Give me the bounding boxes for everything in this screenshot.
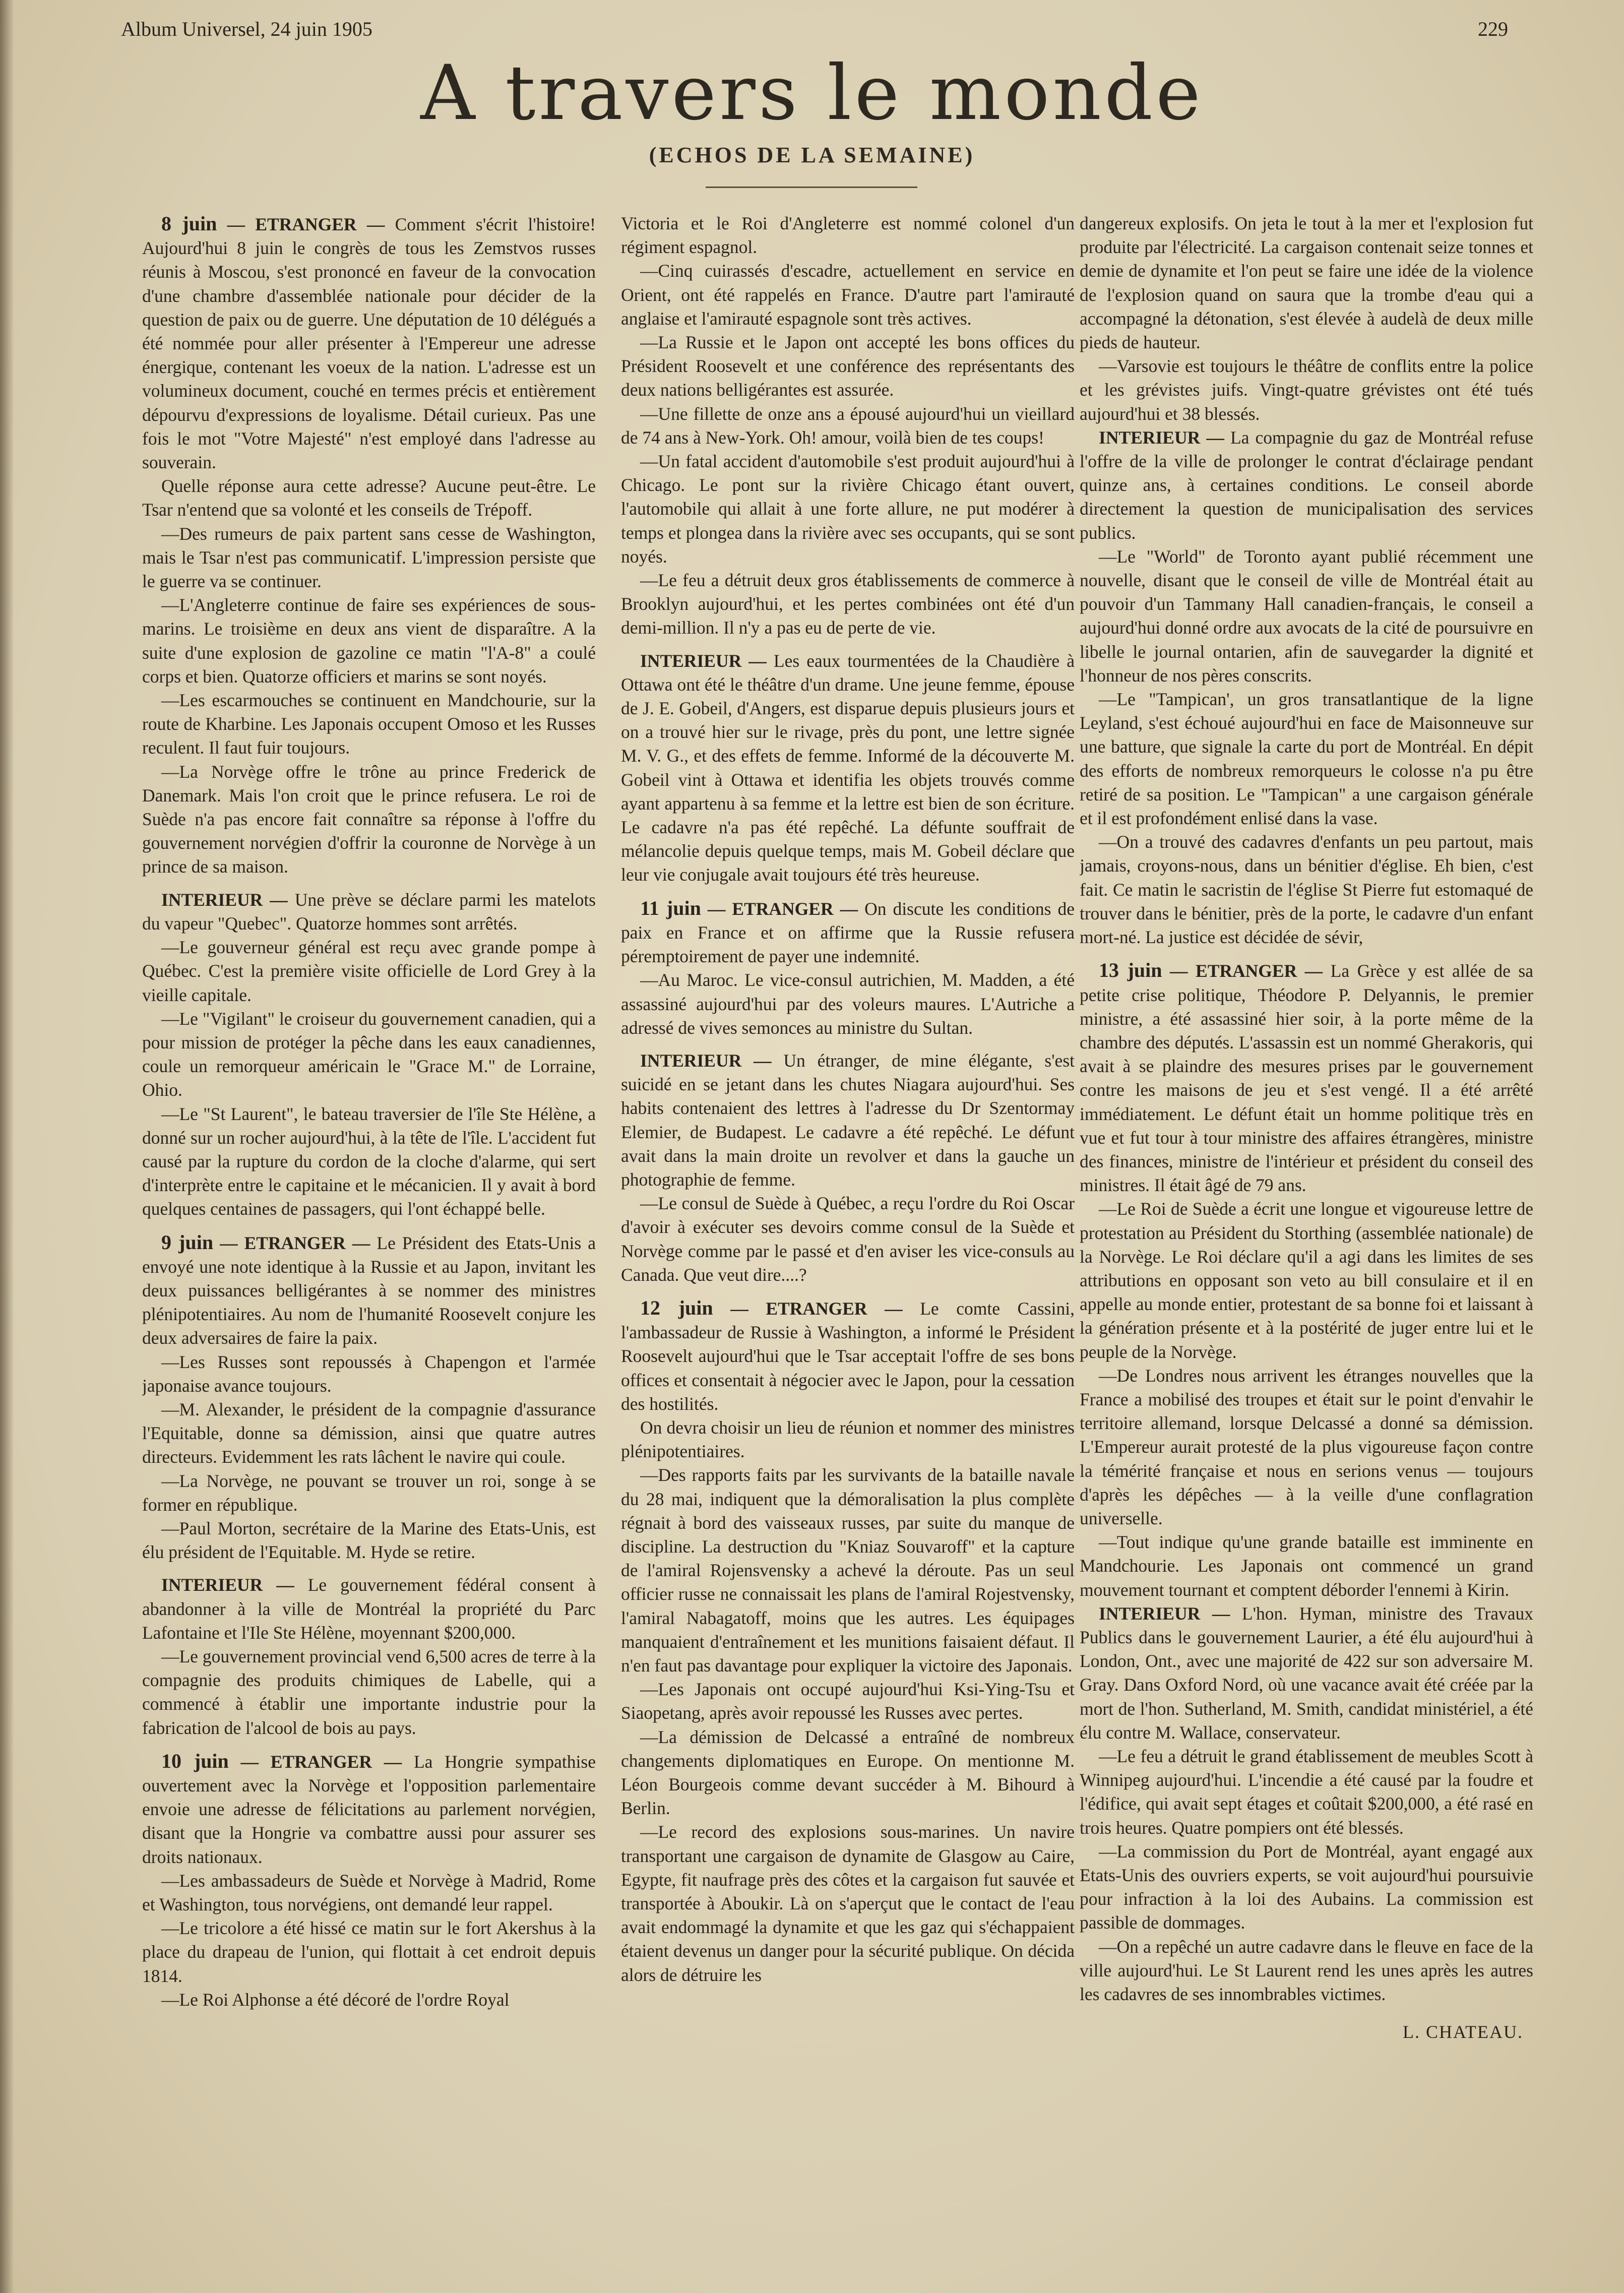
article-paragraph (142, 1749, 596, 1869)
section-label: — ETRANGER — (701, 898, 858, 919)
paragraph-text: —Au Maroc. Le vice-consul autrichien, M. Madden, a été assassiné aujourd'hui par des voleurs maures. L'Autriche a adressé de vives semonces au ministre du Sultan. (621, 970, 1075, 1038)
article-paragraph (142, 1869, 596, 1916)
article-paragraph (621, 212, 1075, 259)
article-paragraph (142, 593, 596, 689)
paragraph-text: —Cinq cuirassés d'escadre, actuellement en service en Orient, ont été rappelés en France. D'autre part l'amirauté anglaise et l'amirauté espagnole sont très actives. (621, 261, 1075, 329)
paragraph-text: La compagnie du gaz de Montréal refuse l'offre de la ville de prolonger le contrat d'éclairage pendant quinze ans, à certaines conditions. Le conseil aborde directement la question de municipalisation des services publics. (1080, 427, 1533, 543)
paragraph-text: Victoria et le Roi d'Angleterre est nommé colonel d'un régiment espagnol. (621, 213, 1075, 258)
article-paragraph (621, 1463, 1075, 1678)
article-paragraph (621, 259, 1075, 331)
paragraph-text: —La Russie et le Japon ont accepté les bons offices du Président Roosevelt et une conférence des représentants des deux nations belligérantes est assurée. (621, 332, 1075, 400)
paragraph-text: —Les ambassadeurs de Suède et Norvège à Madrid, Rome et Washington, tous norvégiens, ont demandé leur rappel. (142, 1870, 596, 1915)
article-paragraph (621, 1678, 1075, 1725)
paragraph-text: —La Norvège offre le trône au prince Frederick de Danemark. Mais l'on croit que le prince refusera. Le roi de Suède n'a pas encore fait connaître sa réponse à l'offre du gouvernement norvégien d'offrir la couronne de Norvège à un prince de sa maison. (142, 761, 596, 877)
date-heading: 10 juin (161, 1749, 229, 1772)
paragraph-text: —La démission de Delcassé a entraîné de nombreux changements diplomatiques en Europe. On mentionne M. Léon Bourgeois comme devant succéder à M. Bihourd à Berlin. (621, 1726, 1075, 1819)
column-3 (1080, 212, 1533, 2243)
article-paragraph (142, 1007, 596, 1102)
paragraph-text: —Le consul de Suède à Québec, a reçu l'ordre du Roi Oscar d'avoir à exécuter ses devoirs comme consul de la Suède et Norvège comme par le passé et d'en aviser les vice-consuls au Canada. Que veut dire....? (621, 1193, 1075, 1285)
article-paragraph (621, 1049, 1075, 1192)
article-paragraph (1080, 830, 1533, 949)
paragraph-text: —L'Angleterre continue de faire ses expériences de sous-marins. Le troisième en deux ans vient de disparaître. A la suite d'une explosion de gazoline ce matin "l'A-8" a coulé corps et bien. Quatorze officiers et marins se sont noyés. (142, 595, 596, 687)
section-label: INTERIEUR — (161, 1575, 294, 1595)
page-spine-shadow (0, 0, 14, 2293)
section-label: — ETRANGER — (228, 1751, 402, 1772)
article-paragraph (142, 522, 596, 594)
article-paragraph (621, 1296, 1075, 1416)
article-paragraph (621, 649, 1075, 887)
article-paragraph (621, 569, 1075, 640)
paragraph-text: —Varsovie est toujours le théâtre de conflits entre la police et les grévistes juifs. Vingt-quatre grévistes ont été tués aujourd'hui et 38 blessés. (1080, 356, 1533, 424)
article-paragraph (1080, 212, 1533, 354)
article-paragraph (142, 474, 596, 522)
paragraph-text: —Une fillette de onze ans a épousé aujourd'hui un vieillard de 74 ans à New-York. Oh! amour, voilà bien de tes coups! (621, 403, 1075, 448)
article-paragraph (621, 1725, 1075, 1821)
article-paragraph (1080, 1530, 1533, 1602)
column-2 (621, 212, 1075, 2243)
section-label: INTERIEUR — (1099, 427, 1224, 448)
article-paragraph (621, 331, 1075, 402)
paragraph-text: —Le gouverneur général est reçu avec grande pompe à Québec. C'est la première visite officielle de Lord Grey à la vieille capitale. (142, 937, 596, 1005)
article-paragraph (142, 212, 596, 474)
paragraph-text: La Grèce y est allée de sa petite crise politique, Théodore P. Delyannis, le premier ministre, a été assassiné hier soir, à la porte même de la chambre des députés. L'assassin est un nommé Gherakoris, qui avait à se plaindre des mesures prises par le gouvernement contre les maisons de jeu et s'est vengé. Il a été arrêté immédiatement. Le défunt était un homme politique très en vue et fut tour à tour ministre des affaires étrangères, ministre des finances, ministre de l'intérieur et président du conseil des ministres. Il était âgé de 79 ans. (1080, 961, 1533, 1196)
date-heading: 8 juin (161, 212, 217, 235)
paragraph-text: —Le "St Laurent", le bateau traversier de l'île Ste Hélène, a donné sur un rocher aujourd'hui, à la tête de l'île. L'accident fut causé par la rupture du cordon de la cloche d'alarme, qui sert d'interprète entre le capitaine et le mécanicien. Il y avait à bord quelques centaines de passagers, qui l'ont échappé belle. (142, 1103, 596, 1219)
paragraph-text: Une prève se déclare parmi les matelots du vapeur "Quebec". Quatorze hommes sont arrêtés. (142, 889, 596, 934)
article-paragraph (142, 1469, 596, 1517)
article-paragraph (621, 402, 1075, 450)
paragraph-text: Le gouvernement fédéral consent à abandonner à la ville de Montréal la propriété du Parc Lafontaine et l'Ile Ste Hélène, moyennant $200,000. (142, 1575, 596, 1643)
paragraph-text: —M. Alexander, le président de la compagnie d'assurance l'Equitable, donne sa démission, ainsi que quatre autres directeurs. Evidemment les rats lâchent le navire qui coule. (142, 1399, 596, 1467)
section-label: INTERIEUR — (1099, 1603, 1230, 1624)
paragraph-text: Les eaux tourmentées de la Chaudière à Ottawa ont été le théâtre d'un drame. Une jeune femme, épouse de J. E. Gobeil, d'Angers, est disparue depuis plusieurs jours et on a trouvé hier sur le rivage, près du pont, une lettre signée M. V. G., et des effets de femme. Informé de la découverte M. Gobeil vint à Ottawa et identifia les objets trouvés comme ayant appartenu à sa femme et la lettre est bien de son écriture. Le cadavre n'a pas été repêché. La défunte souffrait de mélancolie depuis quelque temps, mais M. Gobeil déclare que leur vie conjugale avait toujours été très heureuse. (621, 650, 1075, 885)
title-rule (706, 187, 917, 188)
paragraph-text: —Paul Morton, secrétaire de la Marine des Etats-Unis, est élu président de l'Equitable. M. Hyde se retire. (142, 1518, 596, 1563)
paragraph-text: —Les escarmouches se continuent en Mandchourie, sur la route de Kharbine. Les Japonais occupent Omoso et les Russes reculent. Il faut fuir toujours. (142, 690, 596, 758)
article-paragraph (142, 760, 596, 879)
paragraph-text: Le Président des Etats-Unis a envoyé une note identique à la Russie et au Japon, invitant les deux puissances belligérantes à se nommer des ministres plénipotentiaires. Au nom de l'humanité Roosevelt conjure les deux adversaires de faire la paix. (142, 1232, 596, 1348)
section-label: — ETRANGER — (1162, 961, 1323, 981)
article-paragraph (142, 1398, 596, 1469)
paragraph-text: Quelle réponse aura cette adresse? Aucune peut-être. Le Tsar n'entend que sa volonté et les conseils de Trépoff. (142, 476, 596, 520)
article-paragraph (142, 1517, 596, 1564)
paragraph-text: Comment s'écrit l'histoire! Aujourd'hui 8 juin le congrès de tous les Zemstvos russes réunis à Moscou, s'est prononcé en faveur de la convocation d'une chambre d'assemblée nationale pour décider de la question de paix ou de guerre. Une députation de 10 délégués a été nommée pour aller présenter à l'Empereur une adresse énergique, contenant les voeux de la nation. L'adresse est un volumineux document, couché en termes précis et entièrement dépourvu d'expressions de loyalisme. Détail curieux. Pas une fois le mot "Votre Majesté" n'est employé dans l'adresse au souverain. (142, 214, 596, 473)
paragraph-text: dangereux explosifs. On jeta le tout à la mer et l'explosion fut produite par l'électricité. La cargaison contenait seize tonnes et demie de dynamite et l'on peut se faire une idée de la violence de l'explosion quand on saura que la trombe d'eau qui a accompagné la détonation, s'est élevée à audelà de deux mille pieds de hauteur. (1080, 213, 1533, 353)
paragraph-text: —Les Japonais ont occupé aujourd'hui Ksi-Ying-Tsu et Siaopetang, après avoir repoussé les Russes avec pertes. (621, 1679, 1075, 1723)
article-paragraph (142, 1916, 596, 1988)
article-paragraph (1080, 545, 1533, 688)
paragraph-text: —Le record des explosions sous-marines. Un navire transportant une cargaison de dynamite de Glasgow au Caire, Egypte, fit naufrage près des côtes et la cargaison fut sauvée et transportée à Aboukir. Là on s'aperçut que le contact de l'eau avait endommagé la dynamite et que les gaz qui s'échappaient étaient devenus un danger pour la sécurité publique. On décida alors de détruire les (621, 1822, 1075, 1985)
paragraph-text: —Le feu a détruit le grand établissement de meubles Scott à Winnipeg aujourd'hui. L'incendie a été causé par la foudre et l'édifice, qui avait sept étages et coûtait $200,000, a été rasé en trois heures. Quatre pompiers ont été blessés. (1080, 1746, 1533, 1838)
paragraph-text: —Le gouvernement provincial vend 6,500 acres de terre à la compagnie des produits chimiques de Labelle, qui a commencé à établir une importante industrie pour la fabrication de l'alcool de bois au pays. (142, 1646, 596, 1738)
article-paragraph (142, 936, 596, 1007)
paragraph-text: —Des rapports faits par les survivants de la bataille navale du 28 mai, indiquent que la démoralisation la plus complète régnait à bord des vaisseaux russes, par suite du manque de discipline. La destruction du "Kniaz Souvaroff" et la capture de l'amiral Rojensvensky a achevé la déroute. Pas un seul officier russe ne connaissait les plans de l'amiral Rojestvensky, l'amiral Nabagatoff, moins que les autres. Les équipages manquaient d'entraînement et les munitions faisaient défaut. Il n'en faut pas davantage pour expliquer la victoire des Japonais. (621, 1465, 1075, 1676)
article-paragraph (142, 1102, 596, 1221)
article-paragraph (1080, 1364, 1533, 1530)
date-heading: 13 juin (1099, 959, 1162, 982)
paragraph-text: —Un fatal accident d'automobile s'est produit aujourd'hui à Chicago. Le pont sur la rivière Chicago étant ouvert, l'automobile qui allait à une forte allure, ne put modérer à temps et plongea dans la rivière avec ses occupants, qui se sont noyés. (621, 451, 1075, 567)
paragraph-text: On discute les conditions de paix en France et on affirme que la Russie refusera péremptoirement de payer une indemnité. (621, 898, 1075, 967)
article-paragraph (621, 1192, 1075, 1287)
paragraph-text: —La Norvège, ne pouvant se trouver un roi, songe à se former en république. (142, 1470, 596, 1515)
paragraph-text: —Le Roi Alphonse a été décoré de l'ordre Royal (161, 1989, 510, 2010)
article-paragraph (142, 1573, 596, 1645)
paragraph-text: —Le "World" de Toronto ayant publié récemment une nouvelle, disant que le conseil de ville de Montréal était au pouvoir d'un Tammany Hall canadien-français, le conseil a aujourd'hui donné ordre aux avocats de la cité de poursuivre en libelle le journal ontarien, afin de sauvegarder la dignité et l'honneur de nos pères conscrits. (1080, 546, 1533, 686)
paragraph-text: Un étranger, de mine élégante, s'est suicidé en se jetant dans les chutes Niagara aujourd'hui. Ses habits contenaient des lettres à l'adresse du Dr Szentormay Elemier, de Budapest. Le cadavre a été repêché. Le défunt avait dans la main droite un revolver et dans la gauche un photographie de femme. (621, 1050, 1075, 1190)
article-paragraph (621, 968, 1075, 1040)
article-paragraph (142, 689, 596, 760)
paragraph-text: —Des rumeurs de paix partent sans cesse de Washington, mais le Tsar n'est pas communicatif. L'impression persiste que le guerre va se continuer. (142, 523, 596, 592)
paragraph-text: Le comte Cassini, l'ambassadeur de Russie à Washington, a informé le Président Roosevelt aujourd'hui que le Tsar acceptait l'offre de ses bons offices et consentait à négocier avec le Japon, pour la cessation des hostilités. (621, 1298, 1075, 1414)
section-label: INTERIEUR — (640, 650, 767, 671)
publication-line: Album Universel, 24 juin 1905 (121, 18, 372, 40)
article-paragraph (1080, 688, 1533, 830)
article-paragraph (1080, 1602, 1533, 1745)
paragraph-text: —On a trouvé des cadavres d'enfants un peu partout, mais jamais, croyons-nous, dans un bénitier d'église. Eh bien, c'est fait. Ce matin le sacristin de l'église St Pierre fut estomaqué de trouver dans le bénitier, près de la porte, le cadavre d'un enfant mort-né. La justice est décidée de sévir, (1080, 832, 1533, 948)
column-1 (142, 212, 596, 2243)
paragraph-text: —La commission du Port de Montréal, ayant engagé aux Etats-Unis des ouvriers experts, se voit aujourd'hui poursuivie pour infraction à la loi des Aubains. La commission est passible de dommages. (1080, 1841, 1533, 1933)
article-paragraph (621, 1820, 1075, 1987)
article-paragraph (621, 450, 1075, 569)
paragraph-text: —Les Russes sont repoussés à Chapengon et l'armée japonaise avance toujours. (142, 1351, 596, 1396)
paragraph-text: —Tout indique qu'une grande bataille est imminente en Mandchourie. Les Japonais ont commencé un grand mouvement tournant et comptent déborder l'ennemi à Kirin. (1080, 1532, 1533, 1600)
paragraph-text: —Le "Vigilant" le croiseur du gouvernement canadien, qui a pour mission de protéger la pêche dans les eaux canadiennes, coule un remorqueur américain le "Grace M." de Lorraine, Ohio. (142, 1008, 596, 1100)
article-paragraph (1080, 426, 1533, 545)
article-paragraph (621, 1416, 1075, 1463)
paragraph-text: —Le tricolore a été hissé ce matin sur le fort Akershus à la place du drapeau de l'union, qui flottait à cet endroit depuis 1814. (142, 1918, 596, 1986)
article-paragraph (1080, 1197, 1533, 1364)
paragraph-text: On devra choisir un lieu de réunion et nommer des ministres plénipotentiaires. (621, 1417, 1075, 1462)
page-subtitle: (ECHOS DE LA SEMAINE) (649, 143, 975, 167)
paragraph-text: —Le feu a détruit deux gros établissements de commerce à Brooklyn aujourd'hui, et les pertes combinées ont été d'un demi-million. Il n'y a pas eu de perte de vie. (621, 570, 1075, 638)
section-label: — ETRANGER — (713, 1298, 903, 1319)
article-paragraph (621, 896, 1075, 969)
article-paragraph (1080, 1935, 1533, 2007)
running-head (121, 15, 1508, 45)
article-paragraph (142, 1988, 596, 2012)
page-title: A travers le monde (420, 49, 1204, 137)
section-label: — ETRANGER — (213, 1232, 370, 1253)
date-heading: 11 juin (640, 896, 701, 919)
section-label: INTERIEUR — (640, 1050, 772, 1071)
article-paragraph (1080, 1840, 1533, 1935)
section-label: — ETRANGER — (217, 214, 385, 234)
page-number: 229 (1478, 18, 1508, 40)
paragraph-text: L'hon. Hyman, ministre des Travaux Publics dans le gouvernement Laurier, a été élu aujourd'hui à London, Ont., avec une majorité de 422 sur son adversaire M. Gray. Dans Oxford Nord, où une vacance avait été créée par la mort de l'hon. Sutherland, M. Smith, candidat ministériel, a été élu contre M. Wallace, conservateur. (1080, 1603, 1533, 1743)
author-signature: L. CHATEAU. (1403, 2022, 1523, 2042)
article-paragraph (142, 1230, 596, 1350)
date-heading: 12 juin (640, 1296, 713, 1319)
paragraph-text: —Le "Tampican', un gros transatlantique de la ligne Leyland, s'est échoué aujourd'hui en face de Maisonneuve sur une batture, que signale la carte du port de Montréal. En dépit des efforts de nombreux remorqueurs le colosse n'a pu être retiré de sa position. Le "Tampican" a une cargaison générale et il est profondément enlisé dans la vase. (1080, 689, 1533, 829)
paragraph-text: La Hongrie sympathise ouvertement avec la Norvège et l'opposition parlementaire envoie une adresse de félicitations au parlement norvégien, disant que la Hongrie va combattre aussi pour assurer ses droits nationaux. (142, 1751, 596, 1867)
article-paragraph (1080, 958, 1533, 1197)
date-heading: 9 juin (161, 1230, 214, 1254)
article-paragraph (142, 888, 596, 936)
article-paragraph (1080, 354, 1533, 426)
paragraph-text: —On a repêché un autre cadavre dans le fleuve en face de la ville aujourd'hui. Le St Laurent rend les unes après les autres les cadavres de ses innombrables victimes. (1080, 1936, 1533, 2005)
paragraph-text: —De Londres nous arrivent les étranges nouvelles que la France a mobilisé des troupes et était sur le point d'envahir le territoire allemand, lorsque Delcassé a donné sa démission. L'Empereur aurait protesté de la plus vigoureuse façon contre la témérité française et nous en serions venus — toujours d'après les dépêches — à la veille d'une conflagration universelle. (1080, 1365, 1533, 1528)
section-label: INTERIEUR — (161, 889, 288, 910)
paragraph-text: —Le Roi de Suède a écrit une longue et vigoureuse lettre de protestation au Président du Storthing (assemblée nationale) de la Norvège. Le Roi déclare qu'il a agi dans les limites de ses attributions en opposant son veto au bill consulaire et il en appelle au monde entier, protestant de sa bonne foi et laissant à la génération présente et à la postérité de juger entre lui et le peuple de la Norvège. (1080, 1199, 1533, 1362)
article-paragraph (1080, 1745, 1533, 1840)
article-paragraph (142, 1350, 596, 1398)
article-paragraph (142, 1645, 596, 1740)
